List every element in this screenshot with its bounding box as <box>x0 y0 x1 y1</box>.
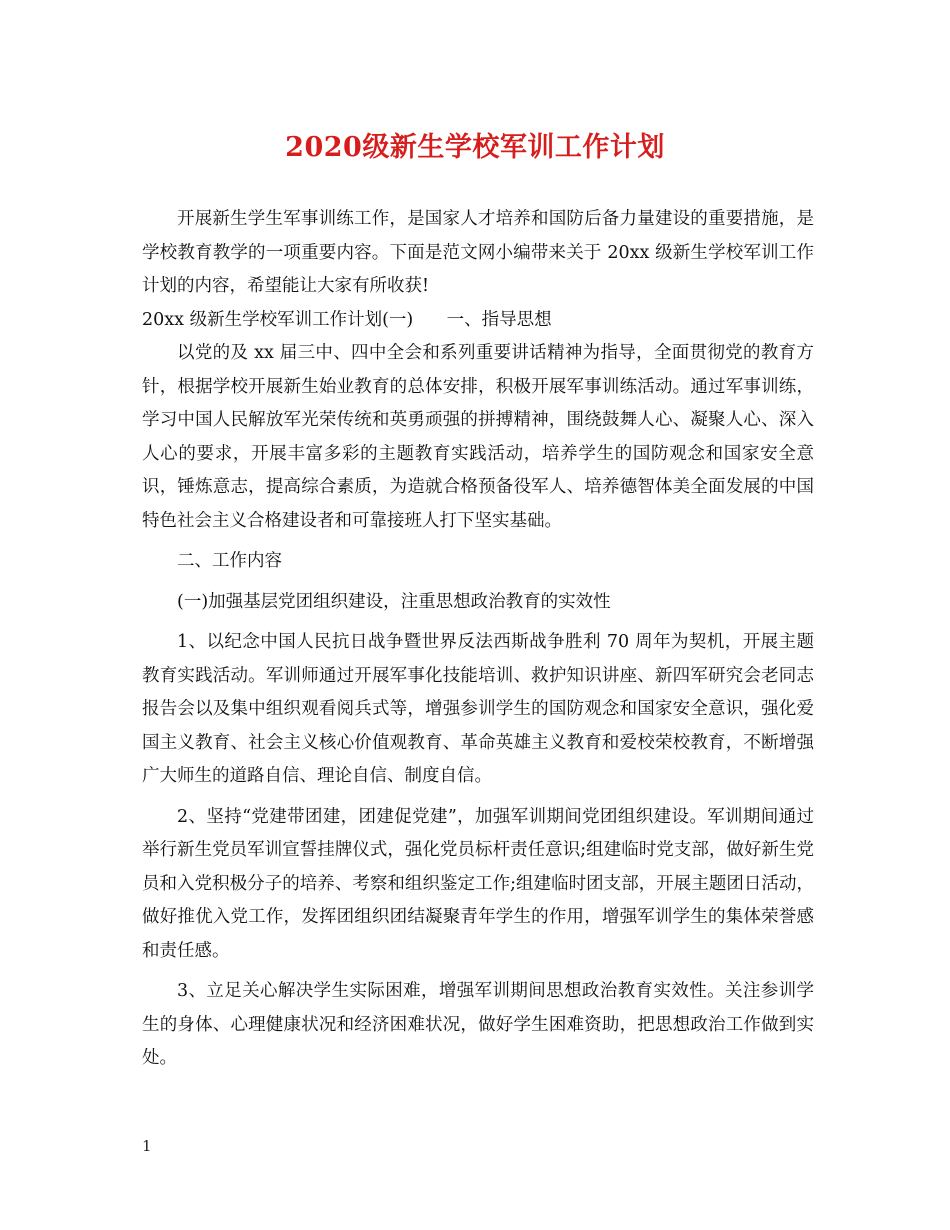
subsection-heading-party-building: (一)加强基层党团组织建设，注重思想政治教育的实效性 <box>177 591 611 612</box>
document-body <box>142 203 814 1076</box>
plan-heading-line: 20xx 级新生学校军训工作计划(一) 一、指导思想 <box>142 309 552 330</box>
intro-paragraph: 开展新生学生军事训练工作，是国家人才培养和国防后备力量建设的重要措施，是学校教育教学的一项重要内容。下面是范文网小编带来关于 20xx 级新生学校军训工作计划的内容，希望能让大家有所收获! <box>142 209 814 296</box>
guiding-thought-paragraph: 以党的及 xx 届三中、四中全会和系列重要讲话精神为指导，全面贯彻党的教育方针，根据学校开展新生始业教育的总体安排，积极开展军事训练活动。通过军事训练，学习中国人民解放军光荣传统和英勇顽强的拼搏精神，围绕鼓舞人心、凝聚人心、深入人心的要求，开展丰富多彩的主题教育实践活动，培养学生的国防观念和国家安全意识，锤炼意志，提高综合素质，为造就合格预备役军人、培养德智体美全面发展的中国特色社会主义合格建设者和可靠接班人打下坚实基础。 <box>142 343 814 531</box>
item-2-paragraph: 2、坚持“党建带团建，团建促党建”，加强军训期间党团组织建设。军训期间通过举行新生党员军训宣誓挂牌仪式，强化党员标杆责任意识;组建临时党支部，做好新生党员和入党积极分子的培养、考察和组织鉴定工作;组建临时团支部，开展主题团日活动，做好推优入党工作，发挥团组织团结凝聚青年学生的作用，增强军训学生的集体荣誉感和责任感。 <box>142 806 814 961</box>
item-1-paragraph: 1、以纪念中国人民抗日战争暨世界反法西斯战争胜利 70 周年为契机，开展主题教育实践活动。军训师通过开展军事化技能培训、救护知识讲座、新四军研究会老同志报告会以及集中组织观看阅兵式等，增强参训学生的国防观念和国家安全意识，强化爱国主义教育、社会主义核心价值观教育、革命英雄主义教育和爱校荣校教育，不断增强广大师生的道路自信、理论自信、制度自信。 <box>142 632 814 786</box>
item-3-paragraph: 3、立足关心解决学生实际困难，增强军训期间思想政治教育实效性。关注参训学生的身体、心理健康状况和经济困难状况，做好学生困难资助，把思想政治工作做到实处。 <box>142 981 814 1068</box>
document-title: 2020级新生学校军训工作计划 <box>285 132 665 163</box>
page-number: 1 <box>142 1137 152 1155</box>
section-heading-work-content: 二、工作内容 <box>177 551 282 571</box>
